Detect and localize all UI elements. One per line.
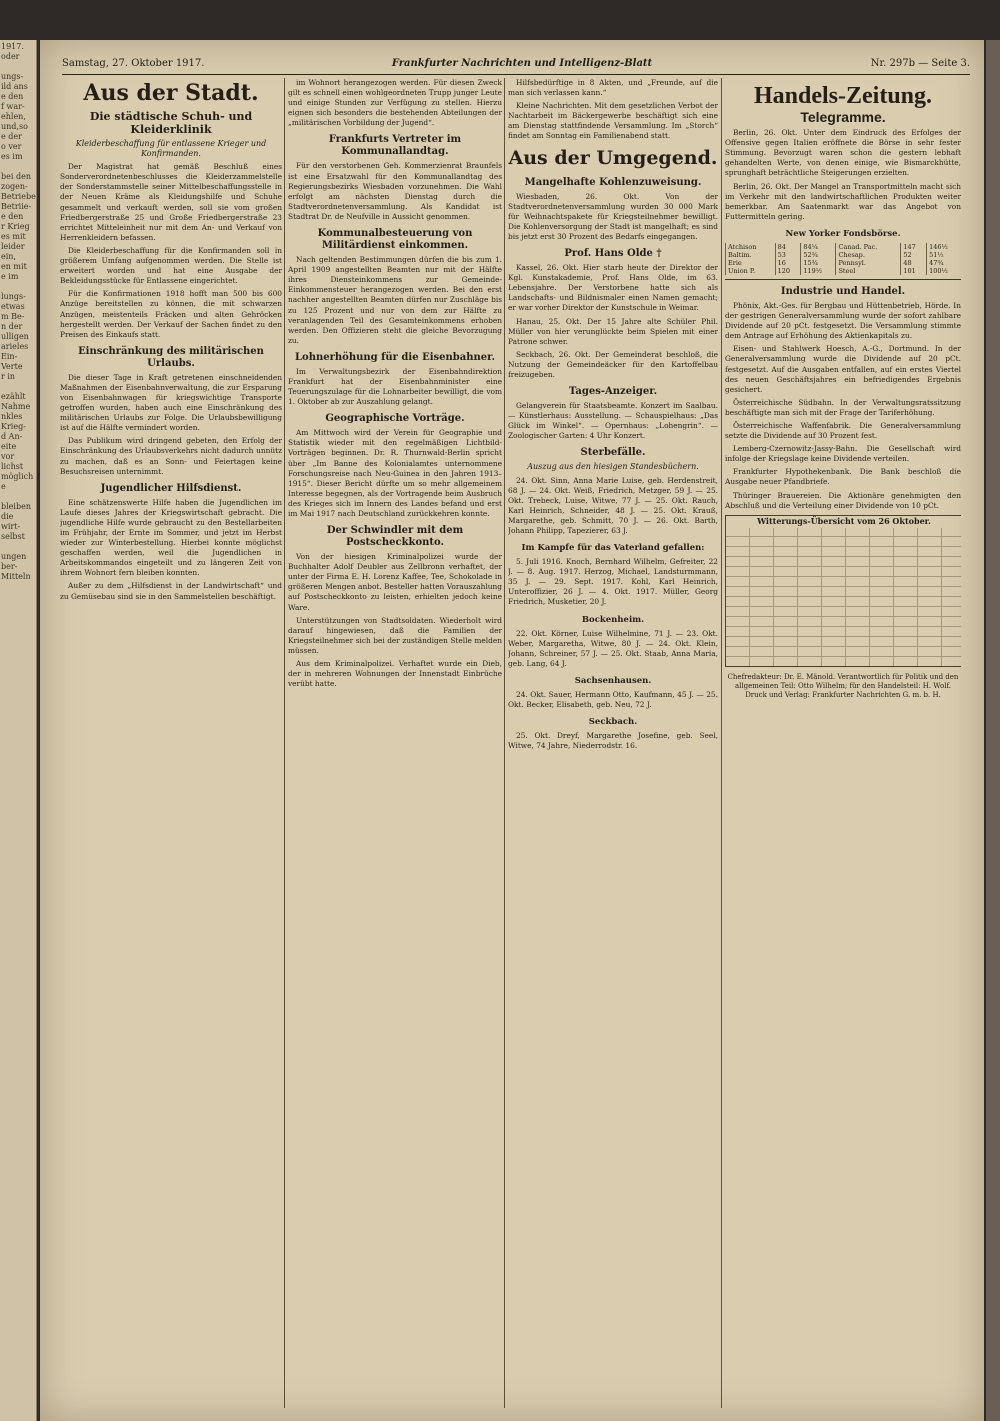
death-notices: 24. Okt. Sauer, Hermann Otto, Kaufmann, 45 J. — 25. Okt. Becker, Elisabeth, geb. Neu, 72 J. (508, 689, 718, 710)
article-paragraph: Kleine Nachrichten. Mit dem gesetzlichen Verbot der Nachtarbeit im Bäckergewerbe beschäftigt sich eine am Dienstag stattfindende Versammlung. Im „Storch“ findet am Sonntag ein Familienabend statt. (508, 101, 718, 141)
stock-cell: Baltim. (726, 251, 776, 259)
column-3 (508, 78, 718, 1408)
issue-date: Samstag, 27. Oktober 1917. (62, 58, 205, 69)
stock-cell: 147 (901, 243, 927, 251)
stock-cell: 101 (901, 267, 927, 275)
stock-row (726, 267, 962, 275)
issue-number: Nr. 297b — Seite 3. (870, 58, 970, 69)
death-notices: 25. Okt. Dreyf, Margarethe Josefine, geb. Seel, Witwe, 74 Jahre, Niederrodstr. 16. (508, 731, 718, 751)
column-rule (721, 78, 722, 1408)
article-paragraph: Im Verwaltungsbezirk der Eisenbahndirektion Frankfurt hat der Eisenbahnminister eine Teuerungszulage für die Lohnarbeiter bewilligt, die vom 1. Oktober ab zur Auszahlung gelangt. (288, 366, 502, 407)
stock-cell: 146½ (927, 243, 961, 251)
stock-cell: 84¼ (801, 243, 836, 251)
column-rule (504, 78, 505, 1408)
article-paragraph: Das Publikum wird dringend gebeten, den Erfolg der Einschränkung des Urlaubsverkehrs nicht dadurch unnütz zu machen, daß es an Sonn- und Feiertagen keine Besuchsreisen unternimmt. (60, 436, 282, 476)
weather-grid (726, 528, 961, 666)
article-paragraph: Die dieser Tage in Kraft getretenen einschneidenden Maßnahmen der Eisenbahnverwaltung, die zur Ersparung von Eisenbahnwagen für kriegswichtige Transporte getroffen wurden, haben auch eine Einschränkung des militärischen Urlaubs zur Folge. Die Urlaubsbewilligung ist auf die Hälfte vermindert worden. (60, 372, 282, 433)
stock-cell: 51½ (927, 251, 961, 259)
article-paragraph: Seckbach, 26. Okt. Der Gemeinderat beschloß, die Nutzung der Gemeindeäcker für den Kartoffelbau freizugeben. (508, 349, 718, 379)
stock-cell: 119½ (801, 267, 836, 275)
stock-cell: 120 (775, 267, 801, 275)
article-headline: Im Kampfe für das Vaterland gefallen: (521, 543, 705, 554)
imprint: Chefredakteur: Dr. E. Mänold. Verantwortlich für Politik und den allgemeinen Teil: Otto Wilhelm; für den Handelsteil: H. Wolf. Druck und Verlag: Frankfurter Nachrichten G. m. b. H. (727, 672, 959, 699)
article-paragraph: Wiesbaden, 26. Okt. Von der Stadtverordnetenversammlung wurden 30 000 Mark für Weihnachtspakete für Kriegsteilnehmer bewilligt. Die Kohlenversorgung der Stadt ist mangelhaft; es sind bis jetzt erst 30 Prozent des Bedarfs eingegangen. (508, 191, 718, 241)
article-headline: Sachsenhausen. (574, 675, 652, 686)
article-headline: Bockenheim. (581, 614, 645, 625)
section-title-umgegend: Aus der Umgegend. (508, 146, 718, 169)
stock-cell: Atchison (726, 243, 776, 251)
article-headline: Mangelhafte Kohlenzuweisung. (524, 176, 702, 188)
article-paragraph: Österreichische Waffenfabrik. Die Generalversammlung setzte die Dividende auf 30 Prozent fest. (725, 420, 961, 441)
article-paragraph: Unterstützungen von Stadtsoldaten. Wiederholt wird darauf hingewiesen, daß die Familien der Kriegsteilnehmer sich bei der zuständigen Stelle melden müssen. (288, 615, 502, 655)
stock-row (726, 251, 962, 259)
article-headline: Der Schwindler mit dem Postscheckkonto. (326, 525, 464, 549)
article-subheadline: Auszug aus den hiesigen Standesbüchern. (527, 462, 699, 472)
death-notices: 22. Okt. Körner, Luise Wilhelmine, 71 J. — 23. Okt. Weber, Margaretha, Witwe, 80 J. — 24. Okt. Klein, Johann, Schreiner, 57 J. — 25. Okt. Staab, Anna Maria, geb. Lang, 64 J. (508, 628, 718, 668)
newspaper-page (40, 40, 984, 1421)
article-paragraph: Nach geltenden Bestimmungen dürfen die bis zum 1. April 1909 angestellten Beamten nur mit der Hälfte ihres Diensteinkommens zur Gemeinde-Einkommensteuer herangezogen werden. Bei den erst nachher angestellten Beamten dürfen nur Zuschläge bis zu 125 Prozent und nur von dem zur Hälfte zu veranlagenden Teil des Gesamteinkommens erhoben werden. Den Offizieren steht die gleiche Bevorzugung zu. (288, 255, 502, 345)
article-paragraph: Der Magistrat hat gemäß Beschluß eines Sonderverordnetenbeschlusses die Kleiderzammelstelle der Sonderstammstelle seiner Mittelbeschaffungsstelle in der Neuen Kräme als Kleidungshilfe und Schuhe gesammelt und verkauft werden, soll sie vom großen Friedbergerstraße 25 und Große Friedbergerstraße 23 errichtet Mitteleinheit nur mit dem An- und Verkauf von Herrenkleidern befassen. (60, 162, 282, 242)
stock-cell: 100½ (927, 267, 961, 275)
article-subheadline: Kleiderbeschaffung für entlassene Krieger und Konfirmanden. (75, 139, 267, 159)
article-headline: Sterbefälle. (580, 447, 646, 459)
article-headline: New Yorker Fondsbörse. (785, 228, 901, 239)
stock-cell: Erie (726, 259, 776, 267)
article-headline: Kommunalbesteuerung von Militärdienst einkommen. (317, 228, 473, 252)
article-paragraph: Thüringer Brauereien. Die Aktionäre genehmigten den Abschluß und die Verteilung einer Dividende von 10 pCt. (725, 490, 961, 510)
article-headline: Seckbach. (588, 717, 638, 728)
article-paragraph: Eine schätzenswerte Hilfe haben die Jugendlichen im Laufe dieses Jahres der Kriegswirtschaft gebracht. Die jugendliche Hilfe wurde gebraucht zu den Bestellarbeiten im Frühjahr, der Ernte im Sommer, und jetzt im Herbst wieder zur Winterbestellung. Hierbei konnte möglichst geschaffen werden, weil die Jugendlichen in Arbeitskommandos eingeteilt und zu längeren Zeit von ihrem Wohnort fern bleiben konnten. (60, 497, 282, 578)
article-paragraph: Frankfurter Hypothekenbank. Die Bank beschloß die Ausgabe neuer Pfandbriefe. (725, 467, 961, 487)
stock-cell: 52 (901, 251, 927, 259)
stock-cell: Steel (836, 267, 901, 275)
stock-cell: Chesap. (836, 251, 901, 259)
article-headline: Die städtische Schuh- und Kleiderklinik (89, 110, 253, 136)
stock-row (726, 259, 962, 267)
article-paragraph: Gelangverein für Staatsbeamte. Konzert im Saalbau. — Künstlerhaus: Ausstellung. — Schauspielhaus: „Das Glück im Winkel“. — Opernhaus: „Lohengrin“. — Zoologischer Garten: 4 Uhr Konzert. (508, 401, 718, 441)
divider (725, 279, 961, 280)
adjacent-page-fragment: 1917. oder ungs- ild ans e den f war- ehlen, und,so e der o ver es im bei den zogen- Betriebe Betriie- e den r Krieg es mit leider ein, en mit e im lungs- etwas m Be- n der ulligen arieles Ein- Verte r in ezählt Nahme nkles Krieg- d An- eite vor lichst möglich e bleiben die wirt- selbst ungen ber- Mitteln (0, 40, 37, 1421)
article-paragraph: Hanau, 25. Okt. Der 15 Jahre alte Schüler Phil. Müller von hier verunglückte beim Spielen mit einer Patrone schwer. (508, 316, 718, 346)
weather-title: Witterungs-Übersicht vom 26 Oktober. (757, 515, 931, 526)
article-paragraph: Lemberg-Czernowitz-Jassy-Bahn. Die Gesellschaft wird infolge der Kriegslage keine Dividende verteilen. (725, 444, 961, 464)
article-paragraph: Berlin, 26. Okt. Unter dem Eindruck des Erfolges der Offensive gegen Italien eröffnete die Börse in sehr fester Stimmung. Bevorzugt waren schon die gestern lebhaft gehandelten Werte, von denen einige, wie Bismarckhütte, sprunghaft beträchtliche Steigerungen erzielten. (725, 128, 961, 178)
stock-cell: 47¾ (927, 259, 961, 267)
column-1 (60, 78, 282, 1408)
article-headline: Frankfurts Vertreter im Kommunallandtag. (328, 134, 462, 158)
fallen-list: 5. Juli 1916. Knoch, Bernhard Wilhelm, Gefreiter, 22 J. — 8. Aug. 1917. Herzog, Michael, Landsturmmann, 35 J. — 29. Sept. 1917. Kohl, Karl Heinrich, Unteroffizier, 26 J. — 4. Okt. 1917. Müller, Georg Friedrich, Musketier, 20 J. (508, 557, 718, 607)
scan-edge (986, 40, 1000, 1421)
telegramme-heading: Telegramme. (800, 109, 886, 125)
stock-table (725, 243, 961, 275)
stock-cell: 84 (775, 243, 801, 251)
article-paragraph: Berlin, 26. Okt. Der Mangel an Transportmitteln macht sich im Verkehr mit den landwirtschaftlichen Produkten weiter bemerkbar. Am Saatenmarkt war das Angebot von Futtermitteln gering. (725, 181, 961, 221)
death-notices: 24. Okt. Sinn, Anna Marie Luise, geb. Herdenstreit, 68 J. — 24. Okt. Weiß, Friedrich, Metzger, 59 J. — 25. Okt. Trebeck, Luise, Witwe, 77 J. — 25. Okt. Rauch, Karl Heinrich, Schneider, 48 J. — 25. Okt. Krauß, Margarethe, geb. Schmitt, 70 J. — 26. Okt. Barth, Johann Philipp, Tapezierer, 63 J. (508, 475, 718, 535)
stock-cell: Canad. Pac. (836, 243, 901, 251)
article-headline: Lohnerhöhung für die Eisenbahner. (295, 351, 495, 363)
article-paragraph: Außer zu dem „Hilfsdienst in der Landwirtschaft“ und zu Gemüsebau sind sie in den Sammelstellen beschäftigt. (60, 581, 282, 601)
article-paragraph: Von der hiesigen Kriminalpolizei wurde der Buchhalter Adolf Deubler aus Zellbronn verhaftet, der unter der Firma E. H. Lorenz Kaffee, Tee, Schokolade in größeren Mengen anbot. Besteller hatten Vorauszahlung auf Postscheckkonto zu leisten, erhielten jedoch keine Ware. (288, 552, 502, 612)
article-paragraph: Für die Konfirmationen 1918 hofft man 500 bis 600 Anzüge bereitstellen zu können, die mit schwarzen Anzügen, meistenteils Fräcken und alten Gehröcken hergestellt werden. Der Verkauf der Sachen findet zu den Preisen des Einkaufs statt. (60, 289, 282, 339)
stock-cell: 52¾ (801, 251, 836, 259)
article-paragraph: Die Kleiderbeschaffung für die Konfirmanden soll in größerem Umfang aufgenommen werden. Die Stelle ist erweitert worden und hat eine Ausgabe der Bekleidungsstücke für Entlassene eingerichtet. (60, 245, 282, 286)
article-paragraph: im Wohnort herangezogen werden. Für diesen Zweck gilt es schnell einen wohlgeordneten Trupp junger Leute und einige Stunden zur Verfügung zu stellen. Hierzu eignen sich besonders die bestehenden Abteilungen der „militärischen Vorbildung der Jugend“. (288, 78, 502, 128)
article-paragraph: Hilfsbedürftige in 8 Akten, und „Freunde, auf die man sich verlassen kann.“ (508, 78, 718, 98)
article-headline: Jugendlicher Hilfsdienst. (100, 482, 242, 494)
article-headline: Prof. Hans Olde † (564, 248, 662, 260)
section-title-handelszeitung: Handels-Zeitung. (753, 83, 933, 109)
article-headline: Tages-Anzeiger. (568, 386, 658, 398)
article-paragraph: Kassel, 26. Okt. Hier starb heute der Direktor der Kgl. Kunstakademie, Prof. Hans Olde, im 63. Lebensjahre. Der Verstorbene hatte sich als Landschafts- und Bildnismaler einen Namen gemacht; er war vorher Direktor der Kunstschule in Weimar. (508, 263, 718, 313)
stock-cell: 15¾ (801, 259, 836, 267)
stock-cell: 53 (775, 251, 801, 259)
column-2 (288, 78, 502, 1408)
article-paragraph: Am Mittwoch wird der Verein für Geographie und Statistik wieder mit den regelmäßigen Lichtbild-Vorträgen beginnen. Dr. R. Thurnwald-Berlin spricht über „Im Banne des Kolonialamtes unternommene Forschungsreise nach Neu-Guinea in den Jahren 1913–1915“. Dieser Bericht dürfte um so mehr allgemeinem Interesse begegnen, als der Vortragende beim Ausbruch des Krieges sich im Innern des Landes befand und erst im Mai 1917 nach Deutschland zurückkehren konnte. (288, 428, 502, 518)
article-headline: Geographische Vorträge. (325, 413, 465, 425)
stock-cell: 16 (775, 259, 801, 267)
stock-cell: 48 (901, 259, 927, 267)
article-headline: Industrie und Handel. (780, 285, 906, 297)
article-paragraph: Eisen- und Stahlwerk Hoesch, A.-G., Dortmund. In der Generalversammlung wurde die Dividende auf 20 pCt. festgesetzt. Auf die Ausgaben entfallen, auf ein erstes Viertel des neuen Geschäftsjahres ein befriedigendes Ergebnis gesichert. (725, 344, 961, 394)
stock-cell: Union P. (726, 267, 776, 275)
column-4 (725, 78, 961, 1408)
article-paragraph: Für den verstorbenen Geh. Kommerzienrat Braunfels ist eine Ersatzwahl für den Kommunallandtag des Regierungsbezirks Wiesbaden vorzunehmen. Die Wahl erfolgt am nächsten Dienstag durch die Stadtverordnetenversammlung. Als Kandidat ist Stadtrat Dr. de Neufville in Aussicht genommen. (288, 161, 502, 221)
section-title-stadt: Aus der Stadt. (83, 80, 259, 106)
stock-cell: Pennsyl. (836, 259, 901, 267)
page-header (62, 58, 970, 75)
article-paragraph: Aus dem Kriminalpolizei. Verhaftet wurde ein Dieb, der in mehreren Wohnungen der Innenstadt Einbrüche verübt hatte. (288, 659, 502, 689)
article-headline: Einschränkung des militärischen Urlaubs. (78, 345, 264, 369)
column-rule (284, 78, 285, 1408)
stock-row (726, 243, 962, 251)
masthead-title: Frankfurter Nachrichten und Intelligenz-Blatt (391, 58, 653, 69)
article-paragraph: Phönix, Akt.-Ges. für Bergbau und Hüttenbetrieb, Hörde. In der gestrigen Generalversammlung wurde der sofort zahlbare Dividende auf 20 pCt. festgesetzt. Die Versammlung stimmte dem Antrage auf Erhöhung des Aktienkapitals zu. (725, 300, 961, 341)
article-paragraph: Österreichische Südbahn. In der Verwaltungsratssitzung beschäftigte man sich mit der Frage der Tariferhöhung. (725, 397, 961, 417)
weather-overview-table (725, 515, 961, 667)
